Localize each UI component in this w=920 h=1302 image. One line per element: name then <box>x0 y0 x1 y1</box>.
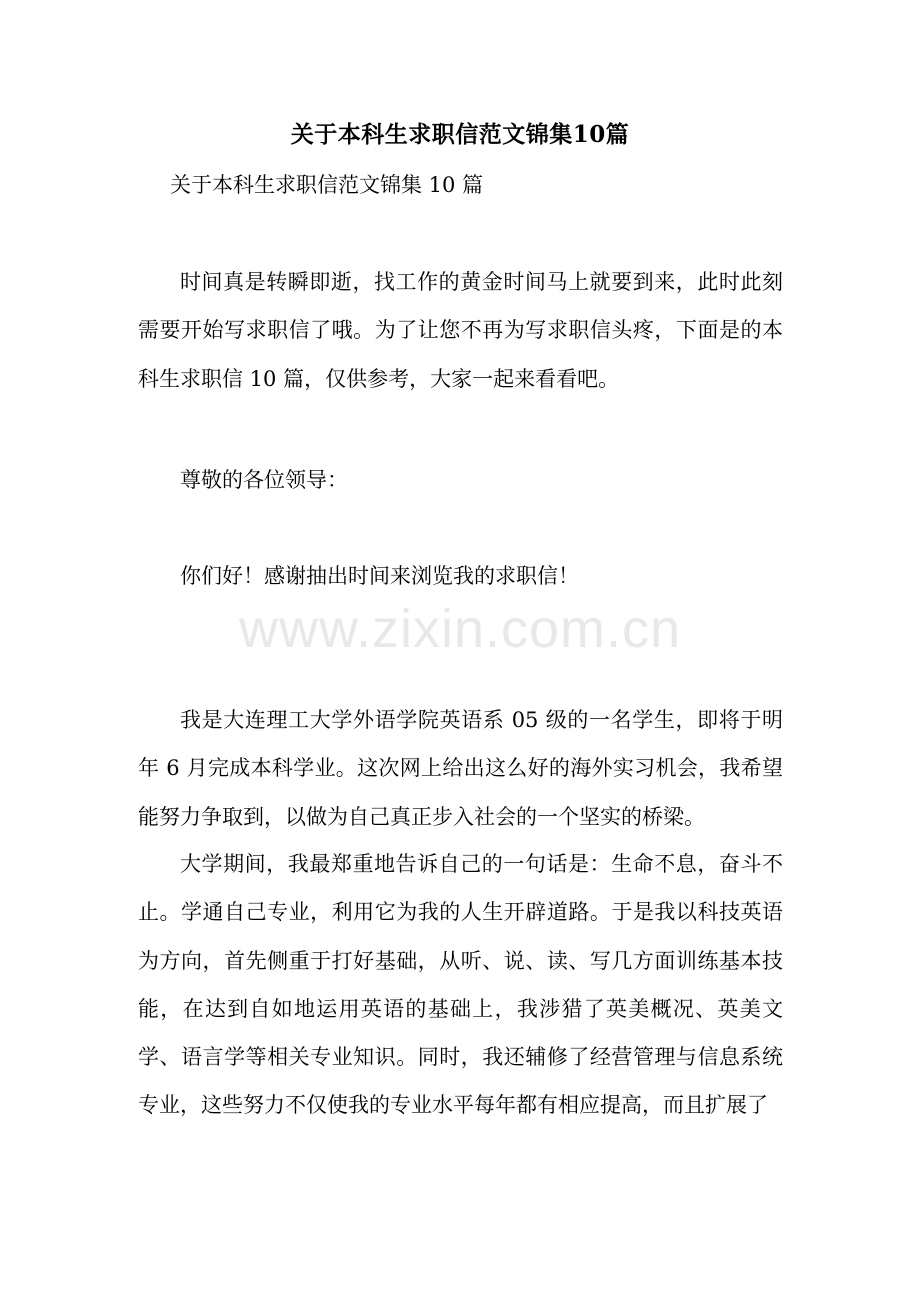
self-introduction-paragraph: 我是大连理工大学外语学院英语系 05 级的一名学生，即将于明年 6 月完成本科学业。这次网上给出这么好的海外实习机会，我希望能努力争取到，以做为自己真正步入社会的一个坚实的桥梁。 <box>138 708 783 829</box>
salutation-paragraph: 尊敬的各位领导： <box>180 468 348 492</box>
document-subtitle: 关于本科生求职信范文锦集 10 篇 <box>170 173 484 197</box>
greeting-paragraph: 你们好！感谢抽出时间来浏览我的求职信！ <box>180 564 579 588</box>
document-title: 关于本科生求职信范文锦集10篇 <box>290 121 630 148</box>
intro-paragraph: 时间真是转瞬即逝，找工作的黄金时间马上就要到来，此时此刻需要开始写求职信了哦。为了让您不再为写求职信头疼，下面是的本科生求职信 10 篇，仅供参考，大家一起来看看吧。 <box>138 270 783 391</box>
university-study-paragraph: 大学期间，我最郑重地告诉自己的一句话是：生命不息，奋斗不止。学通自己专业，利用它为我的人生开辟道路。于是我以科技英语为方向，首先侧重于打好基础，从听、说、读、写几方面训练基本技能，在达到自如地运用英语的基础上，我涉猎了英美概况、英美文学、语言学等相关专业知识。同时，我还辅修了经营管理与信息系统专业，这些努力不仅使我的专业水平每年都有相应提高，而且扩展了 <box>138 852 783 1118</box>
watermark: www.zixin.com.cn <box>238 599 682 659</box>
